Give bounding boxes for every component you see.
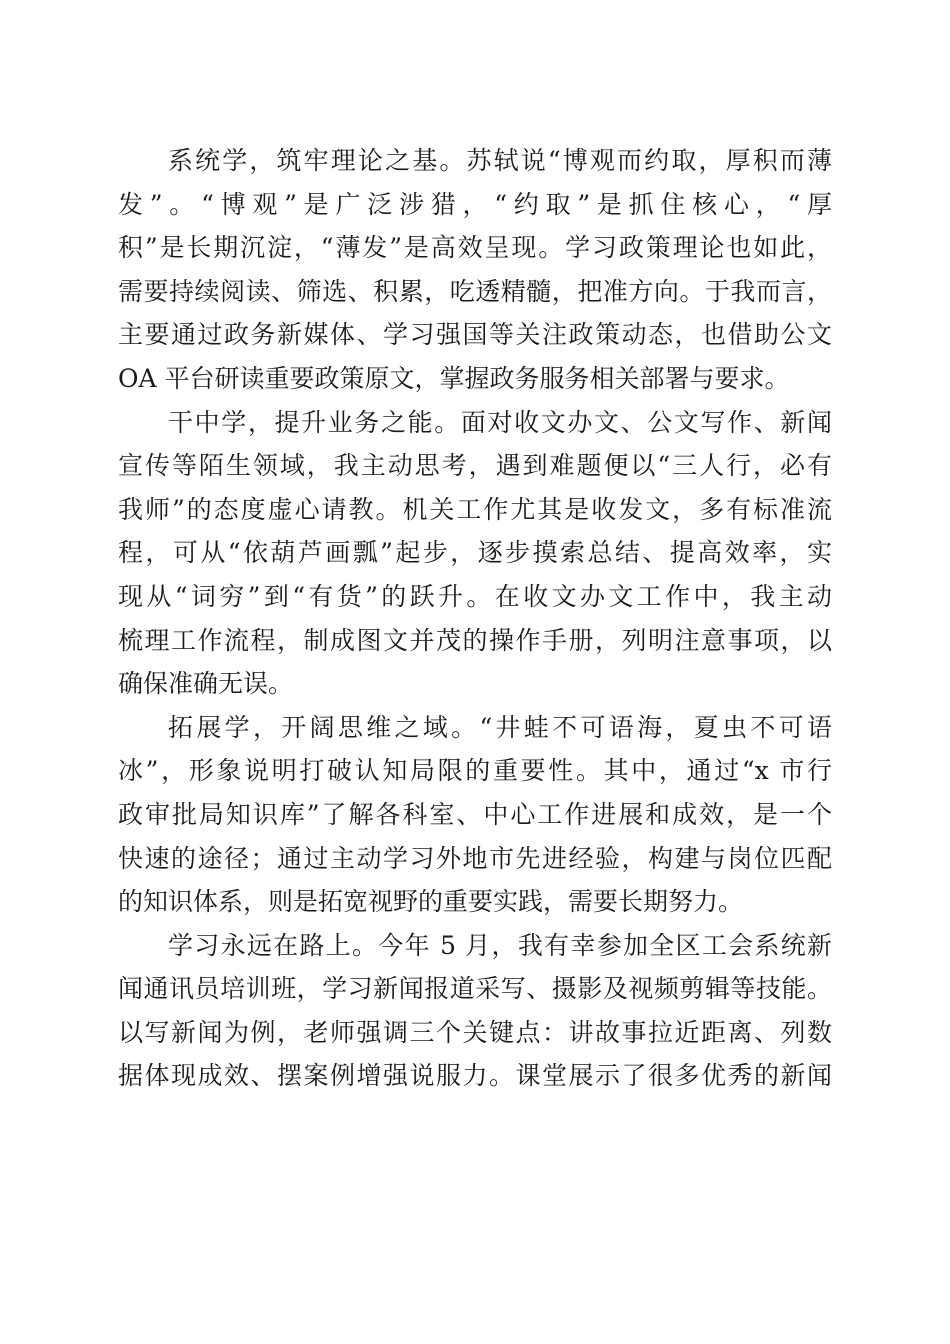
text-line: 程，可从“依葫芦画瓢”起步，逐步摸索总结、提高效率，实: [118, 538, 832, 568]
text-line: 拓展学，开阔思维之域。“井蛙不可语海，夏虫不可语: [168, 712, 832, 742]
text-line: 积”是长期沉淀，“薄发”是高效呈现。学习政策理论也如此，: [118, 233, 832, 263]
text-line: 系统学，筑牢理论之基。苏轼说“博观而约取，厚积而薄: [168, 146, 832, 175]
text-line: 冰”，形象说明打破认知局限的重要性。其中，通过“x 市行: [118, 756, 832, 786]
text-line: 以写新闻为例，老师强调三个关键点：讲故事拉近距离、列数: [118, 1017, 832, 1047]
paragraph-expand-learning: [118, 706, 832, 924]
text-line: 学习永远在路上。今年 5 月，我有幸参加全区工会系统新: [168, 930, 832, 960]
text-line: 需要持续阅读、筛选、积累，吃透精髓，把准方向。于我而言，: [118, 276, 832, 306]
paragraph-learn-by-doing: [118, 401, 832, 706]
text-line: 确保准确无误。: [118, 669, 294, 699]
text-line: 的知识体系，则是拓宽视野的重要实践，需要长期努力。: [118, 887, 744, 917]
text-line: 干中学，提升业务之能。面对收文办文、公文写作、新闻: [168, 407, 832, 437]
text-line: 发”。“博观”是广泛涉猎，“约取”是抓住核心，“厚: [118, 189, 832, 219]
text-line: 主要通过政务新媒体、学习强国等关注政策动态，也借助公文: [118, 320, 832, 350]
text-line: 现从“词穷”到“有货”的跃升。在收文办文工作中，我主动: [118, 581, 832, 611]
text-line: 闻通讯员培训班，学习新闻报道采写、摄影及视频剪辑等技能。: [118, 974, 832, 1004]
text-line: 我师”的态度虚心请教。机关工作尤其是收发文，多有标准流: [118, 494, 832, 524]
text-line: 政审批局知识库”了解各科室、中心工作进展和成效，是一个: [118, 799, 832, 829]
document-body: [118, 139, 832, 1098]
text-line: OA 平台研读重要政策原文，掌握政务服务相关部署与要求。: [118, 363, 790, 393]
text-line: 据体现成效、摆案例增强说服力。课堂展示了很多优秀的新闻: [118, 1061, 832, 1091]
text-line: 快速的途径；通过主动学习外地市先进经验，构建与岗位匹配: [118, 843, 832, 873]
paragraph-study-systematically: [118, 139, 832, 401]
text-line: 宣传等陌生领域，我主动思考，遇到难题便以“三人行，必有: [118, 451, 832, 481]
text-line: 梳理工作流程，制成图文并茂的操作手册，列明注意事项，以: [118, 625, 832, 655]
paragraph-learning-on-the-road: [118, 924, 832, 1098]
